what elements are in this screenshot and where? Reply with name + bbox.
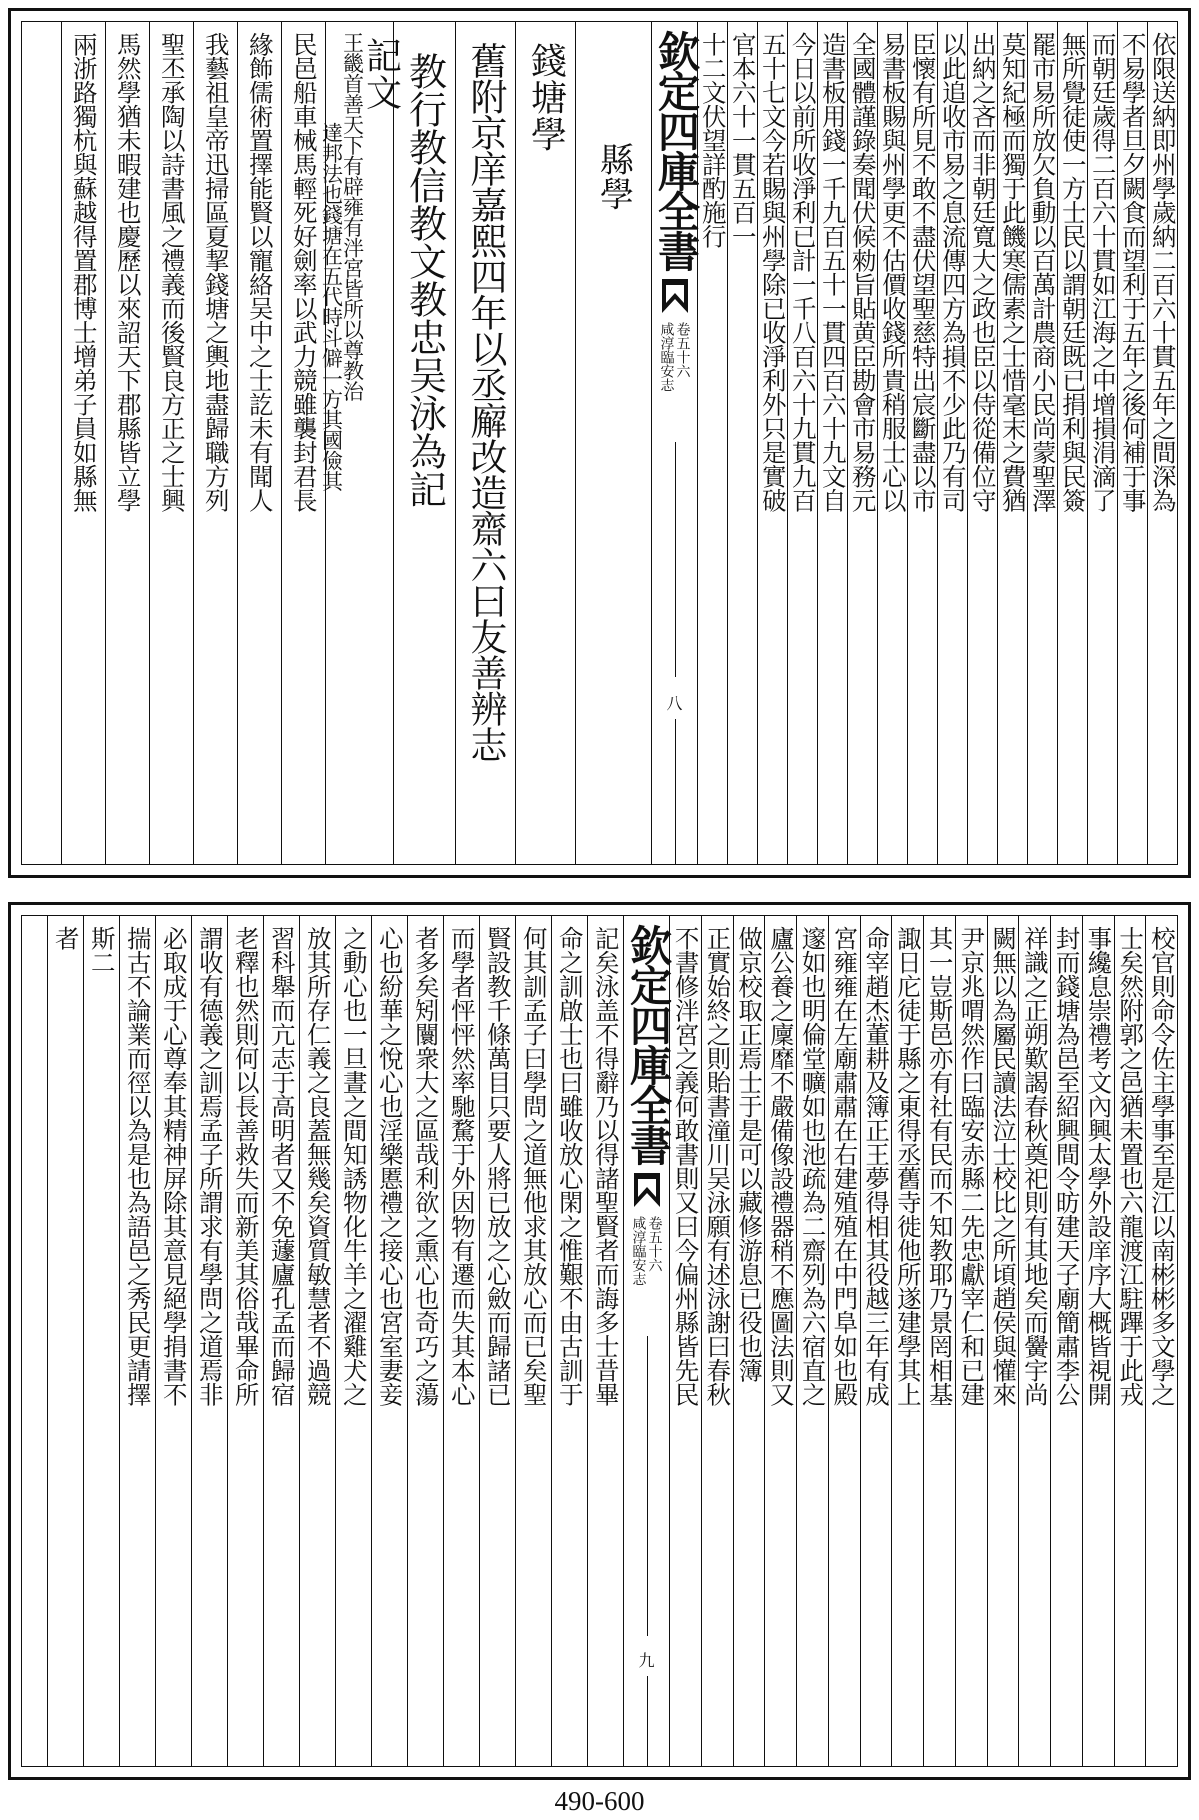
column-text: 聖丕承陶以詩書風之禮義而後賢良方正之士興 xyxy=(157,32,187,512)
column-text: 達邦法也錢塘在五代時斗僻一方其國儉其 xyxy=(319,122,344,491)
source-note-volume: 卷五十六 xyxy=(674,322,691,378)
column-text: 命之訓啟士也曰雖收放心閑之惟艱不由古訓于 xyxy=(555,926,585,1406)
source-note-title: 咸淳臨安志 xyxy=(630,1216,647,1286)
text-column xyxy=(335,916,371,1766)
column-text: 者多矣矧闤衆大之區哉利欲之熏心也奇巧之蕩 xyxy=(411,926,441,1406)
page-number: 八 xyxy=(666,694,683,713)
text-column xyxy=(371,916,407,1766)
text-column xyxy=(1114,916,1146,1766)
text-column xyxy=(955,916,987,1766)
text-column xyxy=(83,916,119,1766)
heading-column xyxy=(575,22,651,864)
column-text: 事纔息崇禮考文內興太學外設庠序大概皆視開 xyxy=(1084,926,1114,1406)
text-column xyxy=(877,22,907,864)
record-label: 記文 xyxy=(360,37,402,111)
column-text: 官本六十一貫五百一 xyxy=(728,32,758,248)
column-text: 易書板賜與州學更不估價收錢所貴稍服士心以 xyxy=(878,32,908,512)
column-text: 尹京兆喟然作曰臨安赤縣二先忠獻宰仁和已建 xyxy=(957,926,987,1406)
text-column xyxy=(907,22,937,864)
text-column xyxy=(669,916,701,1766)
column-text: 其一豈斯邑亦有社有民而不知教耶乃景罔相基 xyxy=(925,926,955,1406)
top-columns xyxy=(22,22,1177,864)
column-text: 造書板用錢一千九百五十一貫四百六十九文自 xyxy=(818,32,848,512)
book-title: 欽定四庫全書 xyxy=(652,30,701,270)
text-column xyxy=(757,22,787,864)
column-text: 習科舉而亢志于高明者又不免蘧廬孔孟而歸宿 xyxy=(267,926,297,1406)
column-text: 教行教信教文教忠吴泳為記 xyxy=(402,52,447,508)
text-column xyxy=(733,916,765,1766)
bottom-book-banner xyxy=(623,916,673,1766)
text-column xyxy=(891,916,923,1766)
column-text: 老釋也然則何以長善救失而新美其俗哉畢命所 xyxy=(231,926,261,1406)
column-text: 士矣然附郭之邑猶未置也六龍渡江駐蹕于此戎 xyxy=(1116,926,1146,1406)
top-book-banner xyxy=(651,22,701,864)
column-text: 闕無以為屬民讀法泣士校比之所頃趙侯與懽來 xyxy=(989,926,1019,1406)
text-column xyxy=(149,22,193,864)
text-column xyxy=(697,22,727,864)
text-column xyxy=(443,916,479,1766)
text-column xyxy=(237,22,281,864)
column-text: 廬公養之廩靡不嚴備像設禮器稍不應圖法則又 xyxy=(766,926,796,1406)
column-text: 不書修泮宮之義何敢書則又曰今偏州縣皆先民 xyxy=(671,926,701,1406)
text-column xyxy=(319,22,402,864)
column-text: 邃如也明倫堂曠如也池疏為二齋列為六宿直之 xyxy=(798,926,828,1406)
column-text: 而朝廷歲得二百六十貫如江海之中增損涓滴了 xyxy=(1088,32,1118,512)
text-column xyxy=(787,22,817,864)
column-text: 依限送納即州學歲納二百六十貫五年之間深為 xyxy=(1148,32,1178,512)
column-text: 馬然學猶未暇建也慶歷以來詔天下郡縣皆立學 xyxy=(113,32,143,512)
top-page xyxy=(8,8,1191,878)
text-column xyxy=(967,22,997,864)
fish-tail-ornament-icon xyxy=(632,1171,662,1209)
column-text: 放其所存仁義之良蓋無幾矣資質敏慧者不過競 xyxy=(303,926,333,1406)
column-text: 之動心也一旦晝之間知誘物化牛羊之濯雞犬之 xyxy=(339,926,369,1406)
top-page-frame xyxy=(21,21,1178,865)
text-column xyxy=(1147,22,1177,864)
text-column xyxy=(727,22,757,864)
column-text: 以此追收市易之息流傳四方為損不少此乃有司 xyxy=(938,32,968,512)
column-text: 出納之吝而非朝廷寬大之政也臣以侍從備位守 xyxy=(968,32,998,512)
column-text: 全國體謹錄奏聞伏候勑旨貼黄臣勘會市易務元 xyxy=(848,32,878,512)
column-text: 揣古不論業而徑以為是也為語邑之秀民更請擇 xyxy=(123,926,153,1406)
book-title: 欽定四庫全書 xyxy=(624,924,673,1164)
text-column xyxy=(191,916,227,1766)
column-text: 命宰趙杰董耕及簿正王夢得相其役越三年有成 xyxy=(862,926,892,1406)
column-text: 臣懷有所見不敢不盡伏望聖慈特出宸斷盡以市 xyxy=(908,32,938,512)
column-text: 不易學者旦夕闕食而望利于五年之後何補于事 xyxy=(1118,32,1148,512)
text-column xyxy=(847,22,877,864)
column-text: 心也紛華之悅心也淫樂慝禮之接心也宮室妻妾 xyxy=(375,926,405,1406)
text-column xyxy=(515,22,575,864)
column-text: 正實始終之則貽書潼川吴泳願有述泳謝曰春秋 xyxy=(703,926,733,1406)
text-column xyxy=(764,916,796,1766)
column-text: 民邑船車械馬輕死好劍率以武力競雖襲封君長 xyxy=(289,32,319,512)
text-column xyxy=(193,22,237,864)
text-column xyxy=(61,22,105,864)
school-heading: 錢塘學 xyxy=(525,42,567,152)
text-column xyxy=(515,916,551,1766)
text-column xyxy=(587,916,623,1766)
top-right-block xyxy=(697,22,1177,864)
bottom-page-frame xyxy=(21,915,1178,1767)
section-heading: 縣學 xyxy=(593,142,634,212)
text-column xyxy=(796,916,828,1766)
column-text: 斯二 xyxy=(87,926,117,974)
page-number: 九 xyxy=(638,1651,655,1670)
column-text: 校官則命令佐主學事至是江以南彬彬多文學之 xyxy=(1147,926,1177,1406)
text-column xyxy=(263,916,299,1766)
text-column xyxy=(1050,916,1082,1766)
text-column xyxy=(105,22,149,864)
column-text: 莫知紀極而獨于此饑寒儒素之士惜毫末之費猶 xyxy=(998,32,1028,512)
column-text: 做京校取正焉士于是可以藏修游息已役也簿 xyxy=(735,926,765,1382)
text-column xyxy=(393,22,455,864)
source-note-volume: 卷五十六 xyxy=(646,1216,663,1272)
column-text: 罷市易所放欠負動以百萬計農商小民尚蒙聖澤 xyxy=(1028,32,1058,512)
fish-tail-ornament-icon xyxy=(660,277,690,315)
bottom-page xyxy=(8,902,1191,1780)
column-text: 賢設教千條萬目只要人將已放之心斂而歸諸已 xyxy=(483,926,513,1406)
text-column xyxy=(997,22,1027,864)
column-text: 今日以前所收淨利已計一千八百六十九貫九百 xyxy=(788,32,818,512)
column-text: 封而錢塘為邑至紹興間令昉建天子廟簡肅李公 xyxy=(1052,926,1082,1406)
source-note xyxy=(652,322,697,392)
column-text: 謂收有德義之訓焉孟子所謂求有學問之道焉非 xyxy=(195,926,225,1406)
text-column xyxy=(860,916,892,1766)
text-column xyxy=(1145,916,1177,1766)
column-text: 我藝祖皇帝迅掃區夏挈錢塘之輿地盡歸職方列 xyxy=(201,32,231,512)
column-text: 無所覺徒使一方士民以謂朝廷既已捐利與民簽 xyxy=(1058,32,1088,512)
column-text: 諏日庀徒于縣之東得丞舊寺徙他所遂建學其上 xyxy=(893,926,923,1406)
text-column xyxy=(1087,22,1117,864)
source-note-title: 咸淳臨安志 xyxy=(658,322,675,392)
text-column xyxy=(1117,22,1147,864)
column-text: 而學者怦怦然率馳騖于外因物有遷而失其本心 xyxy=(447,926,477,1406)
bottom-left-block xyxy=(22,916,623,1766)
column-text: 必取成于心尊奉其精神屏除其意見絕學捐書不 xyxy=(159,926,189,1406)
column-text: 宮雍雍在左廟肅肅在右建殖殖在中門阜如也殿 xyxy=(830,926,860,1406)
text-column xyxy=(701,916,733,1766)
text-column xyxy=(817,22,847,864)
text-column xyxy=(407,916,443,1766)
bottom-right-block xyxy=(669,916,1177,1766)
text-column xyxy=(119,916,155,1766)
column-text: 祥識之正朔歎謁春秋奠祀則有其地矣而黌宇尚 xyxy=(1020,926,1050,1406)
text-column xyxy=(1082,916,1114,1766)
text-column xyxy=(1027,22,1057,864)
column-text: 兩浙路獨杭與蘇越得置郡博士增弟子員如縣無 xyxy=(69,32,99,512)
text-column xyxy=(155,916,191,1766)
text-column xyxy=(987,916,1019,1766)
column-text: 何其訓孟子曰學問之道無他求其放心而已矣聖 xyxy=(519,926,549,1406)
column-text: 十二文伏望詳酌施行 xyxy=(698,32,728,248)
column-text: 緣飾儒術置擇能賢以寵絡吴中之士訖未有聞人 xyxy=(245,32,275,512)
column-text: 五十七文今若賜與州學除已收淨利外只是實破 xyxy=(758,32,788,512)
text-column xyxy=(299,916,335,1766)
text-column xyxy=(281,22,325,864)
column-text: 者 xyxy=(51,926,81,950)
page-footer-reference: 490-600 xyxy=(554,1786,645,1816)
source-note xyxy=(624,1216,669,1286)
text-column xyxy=(923,916,955,1766)
text-column xyxy=(455,22,515,864)
column-text: 記矣泳盖不得辭乃以得諸聖賢者而誨多士昔畢 xyxy=(591,926,621,1406)
text-column xyxy=(479,916,515,1766)
text-column xyxy=(227,916,263,1766)
text-column xyxy=(828,916,860,1766)
column-text: 舊附京庠嘉熙四年以丞廨改造齋六曰友善辨志 xyxy=(464,42,507,762)
bottom-columns xyxy=(22,916,1177,1766)
text-column xyxy=(551,916,587,1766)
text-column xyxy=(47,916,83,1766)
text-column xyxy=(1057,22,1087,864)
text-column xyxy=(937,22,967,864)
text-column xyxy=(1018,916,1050,1766)
column-text: 王畿首善天下有辟雍有泮宮皆所以尊教治 xyxy=(340,32,365,401)
